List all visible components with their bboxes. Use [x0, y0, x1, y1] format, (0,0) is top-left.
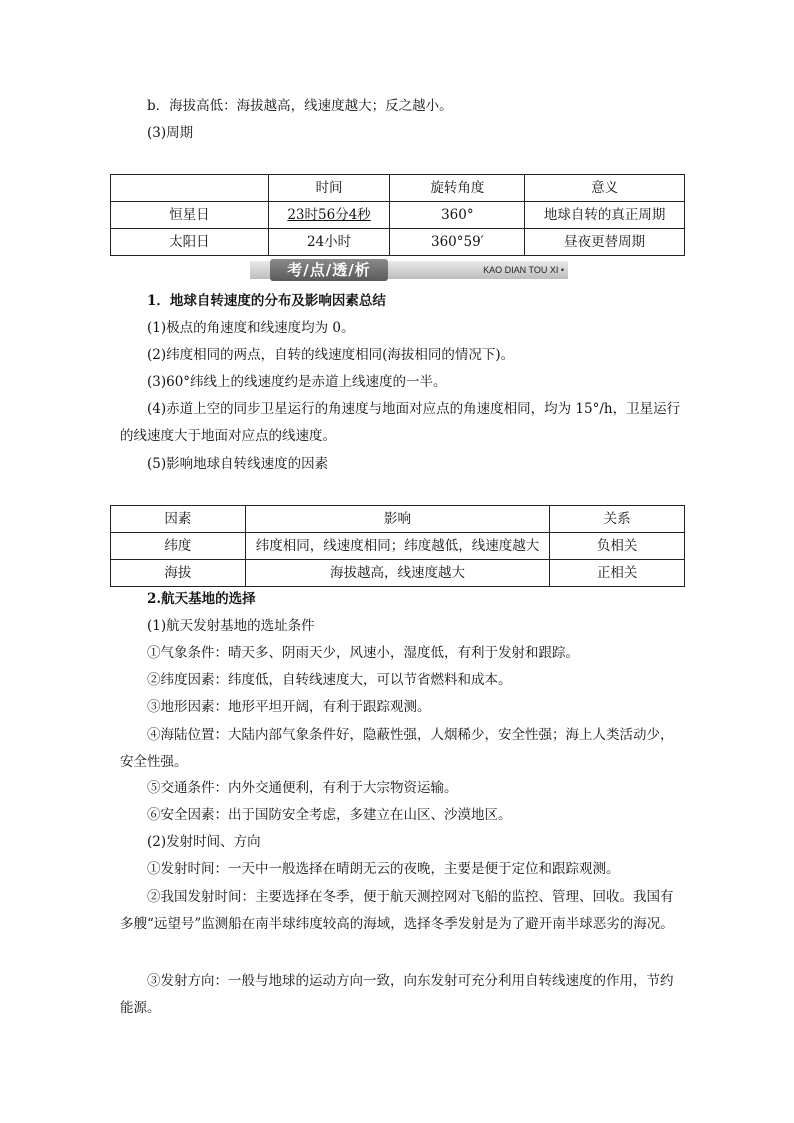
table-header-cell: 影响: [245, 506, 549, 533]
table-header-cell: 关系: [550, 506, 685, 533]
banner-english: KAO DIAN TOU XI •: [483, 265, 564, 275]
table-cell: 海拔越高，线速度越大: [245, 560, 549, 587]
list-item: ①发射时间：一天中一般选择在晴朗无云的夜晚，主要是便于定位和跟踪观测。: [147, 861, 620, 877]
list-item: ②纬度因素：纬度低，自转线速度大，可以节省燃料和成本。: [147, 672, 512, 688]
section2-heading: 2.航天基地的选择: [147, 591, 256, 607]
table-cell: 纬度相同，线速度相同；纬度越低，线速度越大: [245, 533, 549, 560]
paragraph: (4)赤道上空的同步卫星运行的角速度与地面对应点的角速度相同，均为 15°/h，卫星运行的线速度大于地面对应点的线速度。: [120, 401, 681, 444]
table-row: [111, 202, 685, 229]
table-cell: 恒星日: [111, 202, 269, 229]
paragraph: (5)影响地球自转线速度的因素: [147, 456, 329, 472]
table-header-row: [111, 175, 685, 202]
paragraph: (2)纬度相同的两点，自转的线速度相同(海拔相同的情况下)。: [147, 347, 515, 363]
period-heading: (3)周期: [147, 125, 194, 141]
section1-heading: 1．地球自转速度的分布及影响因素总结: [147, 293, 386, 309]
list-item: ③发射方向：一般与地球的运动方向一致，向东发射可充分利用自转线速度的作用，节约能源。: [120, 973, 674, 1016]
table-cell: 正相关: [550, 560, 685, 587]
list-item: ①气象条件：晴天多、阴雨天少，风速小，湿度低，有利于发射和跟踪。: [147, 645, 579, 661]
table-row: [111, 560, 685, 587]
list-item: ③地形因素：地形平坦开阔，有利于跟踪观测。: [147, 699, 431, 715]
sub-heading: (1)航天发射基地的选址条件: [147, 618, 315, 634]
table-cell: 地球自转的真正周期: [525, 202, 685, 229]
factor-table: [110, 505, 685, 587]
table-header-cell: [111, 175, 269, 202]
table-header-row: [111, 506, 685, 533]
table-cell: 海拔: [111, 560, 246, 587]
period-table: [110, 174, 685, 256]
table-header-cell: 旋转角度: [390, 175, 525, 202]
list-item: ②我国发射时间：主要选择在冬季，便于航天测控网对飞船的监控、管理、回收。我国有多艘“远望号”监测船在南半球纬度较高的海域，选择冬季发射是为了避开南半球恶劣的海况。: [120, 889, 674, 932]
table-cell: 太阳日: [111, 229, 269, 256]
table-header-cell: 因素: [111, 506, 246, 533]
table-row: [111, 533, 685, 560]
table-cell: 360°: [390, 202, 525, 229]
table-header-cell: 时间: [268, 175, 390, 202]
list-item: ④海陆位置：大陆内部气象条件好，隐蔽性强，人烟稀少，安全性强；海上人类活动少，安全性强。: [120, 727, 674, 770]
banner-title: 考/点/透/析: [270, 259, 388, 281]
sub-heading: (2)发射时间、方向: [147, 834, 261, 850]
section-banner: [250, 261, 568, 279]
table-row: [111, 229, 685, 256]
table-cell: 24小时: [268, 229, 390, 256]
paragraph: (3)60°纬线上的线速度约是赤道上线速度的一半。: [147, 374, 447, 390]
table-header-cell: 意义: [525, 175, 685, 202]
table-cell: 昼夜更替周期: [525, 229, 685, 256]
table-cell: 负相关: [550, 533, 685, 560]
table-cell: 23时56分4秒: [268, 202, 390, 229]
table-cell: 纬度: [111, 533, 246, 560]
list-item: ⑥安全因素：出于国防安全考虑，多建立在山区、沙漠地区。: [147, 807, 512, 823]
paragraph: (1)极点的角速度和线速度均为 0。: [147, 320, 355, 336]
list-item: ⑤交通条件：内外交通便利，有利于大宗物资运输。: [147, 780, 458, 796]
text-altitude-note: b．海拔高低：海拔越高，线速度越大；反之越小。: [147, 98, 453, 114]
table-cell: 360°59′: [390, 229, 525, 256]
